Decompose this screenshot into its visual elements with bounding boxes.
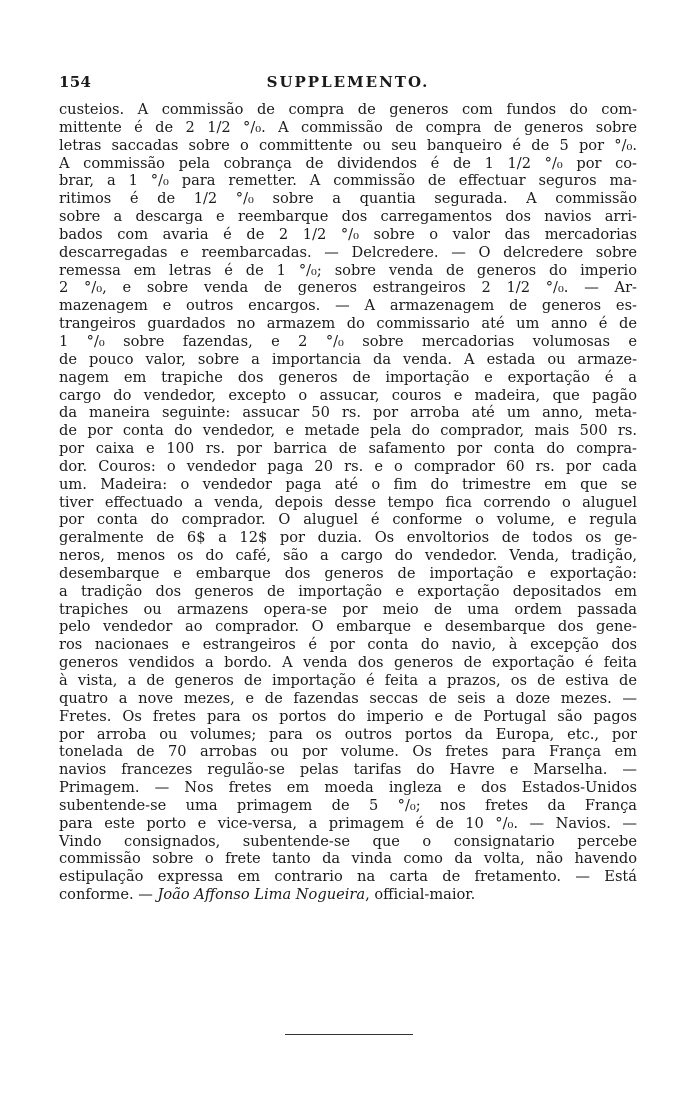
text-line: pelo vendedor ao comprador. O embarque e desembarque dos gene-: [59, 618, 637, 636]
text-line: de por conta do vendedor, e metade pela do comprador, mais 500 rs.: [59, 422, 637, 440]
text-line: Vindo consignados, subentende-se que o consignatario percebe: [59, 832, 637, 850]
text-line: letras saccadas sobre o committente ou seu banqueiro é de 5 por °/₀.: [59, 136, 637, 154]
closing-prefix: conforme. —: [59, 886, 158, 904]
text-line: trangeiros guardados no armazem do commissario até um anno é de: [59, 315, 637, 333]
text-line: neros, menos os do café, são a cargo do vendedor. Venda, tradição,: [59, 547, 637, 565]
text-line: tonelada de 70 arrobas ou por volume. Os fretes para França em: [59, 743, 637, 761]
text-line: cargo do vendedor, excepto o assucar, couros e madeira, que pagão: [59, 386, 637, 404]
text-line: desembarque e embarque dos generos de importação e exportação:: [59, 564, 637, 582]
page-number: 154: [59, 73, 92, 91]
closing-line: [59, 886, 637, 904]
text-line: para este porto e vice-versa, a primagem é de 10 °/₀. — Navios. —: [59, 814, 637, 832]
text-line: dor. Couros: o vendedor paga 20 rs. e o comprador 60 rs. por cada: [59, 457, 637, 475]
text-line: tiver effectuado a venda, depois desse tempo fica correndo o aluguel: [59, 493, 637, 511]
text-line: ros nacionaes e estrangeiros é por conta do navio, à excepção dos: [59, 636, 637, 654]
text-line: mazenagem e outros encargos. — A armazenagem de generos es-: [59, 297, 637, 315]
text-line: quatro a nove mezes, e de fazendas seccas de seis a doze mezes. —: [59, 689, 637, 707]
text-line: 1 °/₀ sobre fazendas, e 2 °/₀ sobre mercadorias volumosas e: [59, 332, 637, 350]
text-line: Fretes. Os fretes para os portos do imperio e de Portugal são pagos: [59, 707, 637, 725]
text-line: custeios. A commissão de compra de generos com fundos do com-: [59, 101, 637, 118]
text-line: por arroba ou volumes; para os outros portos da Europa, etc., por: [59, 725, 637, 743]
text-line: estipulação expressa em contrario na carta de fretamento. — Está: [59, 868, 637, 886]
text-line: generos vendidos a bordo. A venda dos generos de exportação é feita: [59, 654, 637, 672]
text-line: brar, a 1 °/₀ para remetter. A commissão de effectuar seguros ma-: [59, 172, 637, 190]
text-line: Primagem. — Nos fretes em moeda ingleza e dos Estados-Unidos: [59, 779, 637, 797]
text-line: mittente é de 2 1/2 °/₀. A commissão de compra de generos sobre: [59, 118, 637, 136]
closing-suffix: , official-maior.: [365, 886, 476, 904]
text-line: A commissão pela cobrança de dividendos é de 1 1/2 °/₀ por co-: [59, 154, 637, 172]
text-line: de pouco valor, sobre a importancia da venda. A estada ou armaze-: [59, 350, 637, 368]
text-line: a tradição dos generos de importação e exportação depositados em: [59, 582, 637, 600]
text-line: 2 °/₀, e sobre venda de generos estrangeiros 2 1/2 °/₀. — Ar-: [59, 279, 637, 297]
page-header: [59, 73, 637, 95]
closing-rule: [285, 1034, 413, 1035]
text-line: geralmente de 6$ a 12$ por duzia. Os envoltorios de todos os ge-: [59, 529, 637, 547]
body-text: [59, 101, 637, 904]
text-line: subentende-se uma primagem de 5 °/₀; nos fretes da França: [59, 796, 637, 814]
text-line: sobre a descarga e reembarque dos carregamentos dos navios arri-: [59, 208, 637, 226]
signature-name: João Affonso Lima Nogueira: [157, 886, 366, 904]
running-head: SUPPLEMENTO.: [266, 73, 430, 91]
text-line: trapiches ou armazens opera-se por meio de uma ordem passada: [59, 600, 637, 618]
text-line: um. Madeira: o vendedor paga até o fim do trimestre em que se: [59, 475, 637, 493]
text-line: à vista, a de generos de importação é feita a prazos, os de estiva de: [59, 672, 637, 689]
text-line: por caixa e 100 rs. por barrica de safamento por conta do compra-: [59, 440, 637, 458]
text-line: navios francezes regulão-se pelas tarifas do Havre e Marselha. —: [59, 761, 637, 779]
text-line: commissão sobre o frete tanto da vinda como da volta, não havendo: [59, 850, 637, 868]
text-line: por conta do comprador. O aluguel é conforme o volume, e regula: [59, 511, 637, 529]
text-line: nagem em trapiche dos generos de importação e exportação é a: [59, 368, 637, 386]
text-line: remessa em letras é de 1 °/₀; sobre venda de generos do imperio: [59, 261, 637, 279]
text-line: descarregadas e reembarcadas. — Delcredere. — O delcredere sobre: [59, 243, 637, 261]
text-line: da maneira seguinte: assucar 50 rs. por arroba até um anno, meta-: [59, 404, 637, 422]
text-line: ritimos é de 1/2 °/₀ sobre a quantia segurada. A commissão: [59, 190, 637, 208]
text-line: bados com avaria é de 2 1/2 °/₀ sobre o valor das mercadorias: [59, 225, 637, 243]
